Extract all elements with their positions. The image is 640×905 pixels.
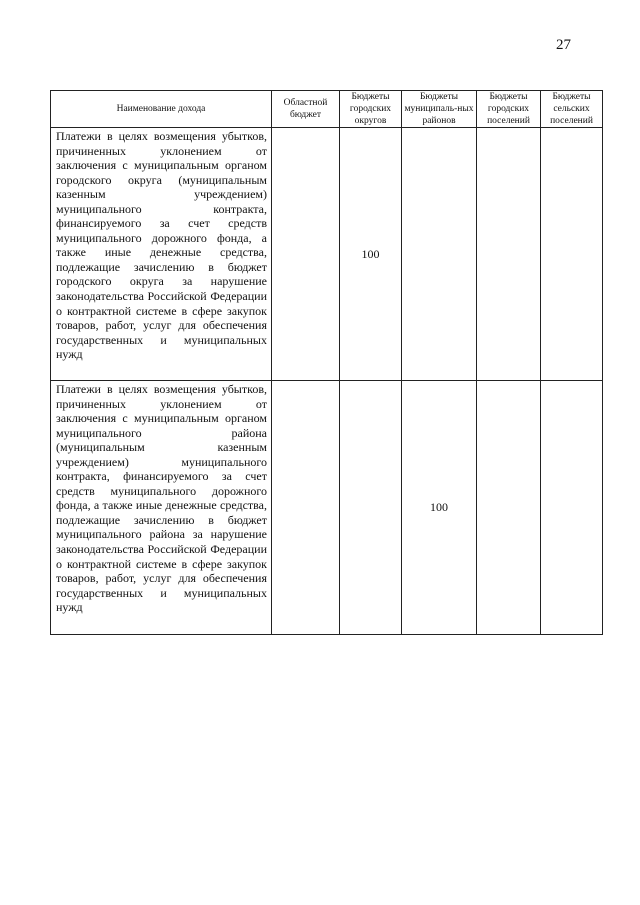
header-income-name: Наименование дохода bbox=[51, 91, 272, 128]
rural-settlements-share-cell bbox=[541, 381, 603, 635]
income-name-cell: Платежи в целях возмещения убытков, причиненных уклонением от заключения с муниципальным органом городского округа (муниципальным казенным учреждением) муниципального контракта, финансируемого за счет средств муниципального дорожного фонда, а также иные денежные средства, подлежащие зачислению в бюджет городского округа за нарушение законодательства Российской Федерации о контрактной системе в сфере закупок товаров, работ, услуг для обеспечения государственных и муниципальных нужд bbox=[51, 128, 272, 381]
revenue-distribution-table bbox=[50, 90, 603, 635]
municipal-districts-share-cell: 100 bbox=[402, 381, 477, 635]
table-row bbox=[51, 128, 603, 381]
city-settlements-share-cell bbox=[477, 381, 541, 635]
page-number: 27 bbox=[556, 37, 571, 53]
table-row bbox=[51, 381, 603, 635]
regional-share-cell bbox=[272, 128, 340, 381]
header-regional-budget: Областной бюджет bbox=[272, 91, 340, 128]
header-rural-settlements-budgets: Бюджеты сельских поселений bbox=[541, 91, 603, 128]
income-name-cell: Платежи в целях возмещения убытков, причиненных уклонением от заключения с муниципальным органом муниципального района (муниципальным казенным учреждением) муниципального контракта, финансируемого за счет средств муниципального дорожного фонда, а также иные денежные средства, подлежащие зачислению в бюджет муниципального района за нарушение законодательства Российской Федерации о контрактной системе в сфере закупок товаров, работ, услуг для обеспечения государственных и муниципальных нужд bbox=[51, 381, 272, 635]
rural-settlements-share-cell bbox=[541, 128, 603, 381]
header-city-settlements-budgets: Бюджеты городских поселений bbox=[477, 91, 541, 128]
table-header-row bbox=[51, 91, 603, 128]
regional-share-cell bbox=[272, 381, 340, 635]
header-municipal-districts-budgets: Бюджеты муниципаль-ных районов bbox=[402, 91, 477, 128]
city-districts-share-cell: 100 bbox=[340, 128, 402, 381]
header-city-districts-budgets: Бюджеты городских округов bbox=[340, 91, 402, 128]
municipal-districts-share-cell bbox=[402, 128, 477, 381]
city-settlements-share-cell bbox=[477, 128, 541, 381]
city-districts-share-cell bbox=[340, 381, 402, 635]
